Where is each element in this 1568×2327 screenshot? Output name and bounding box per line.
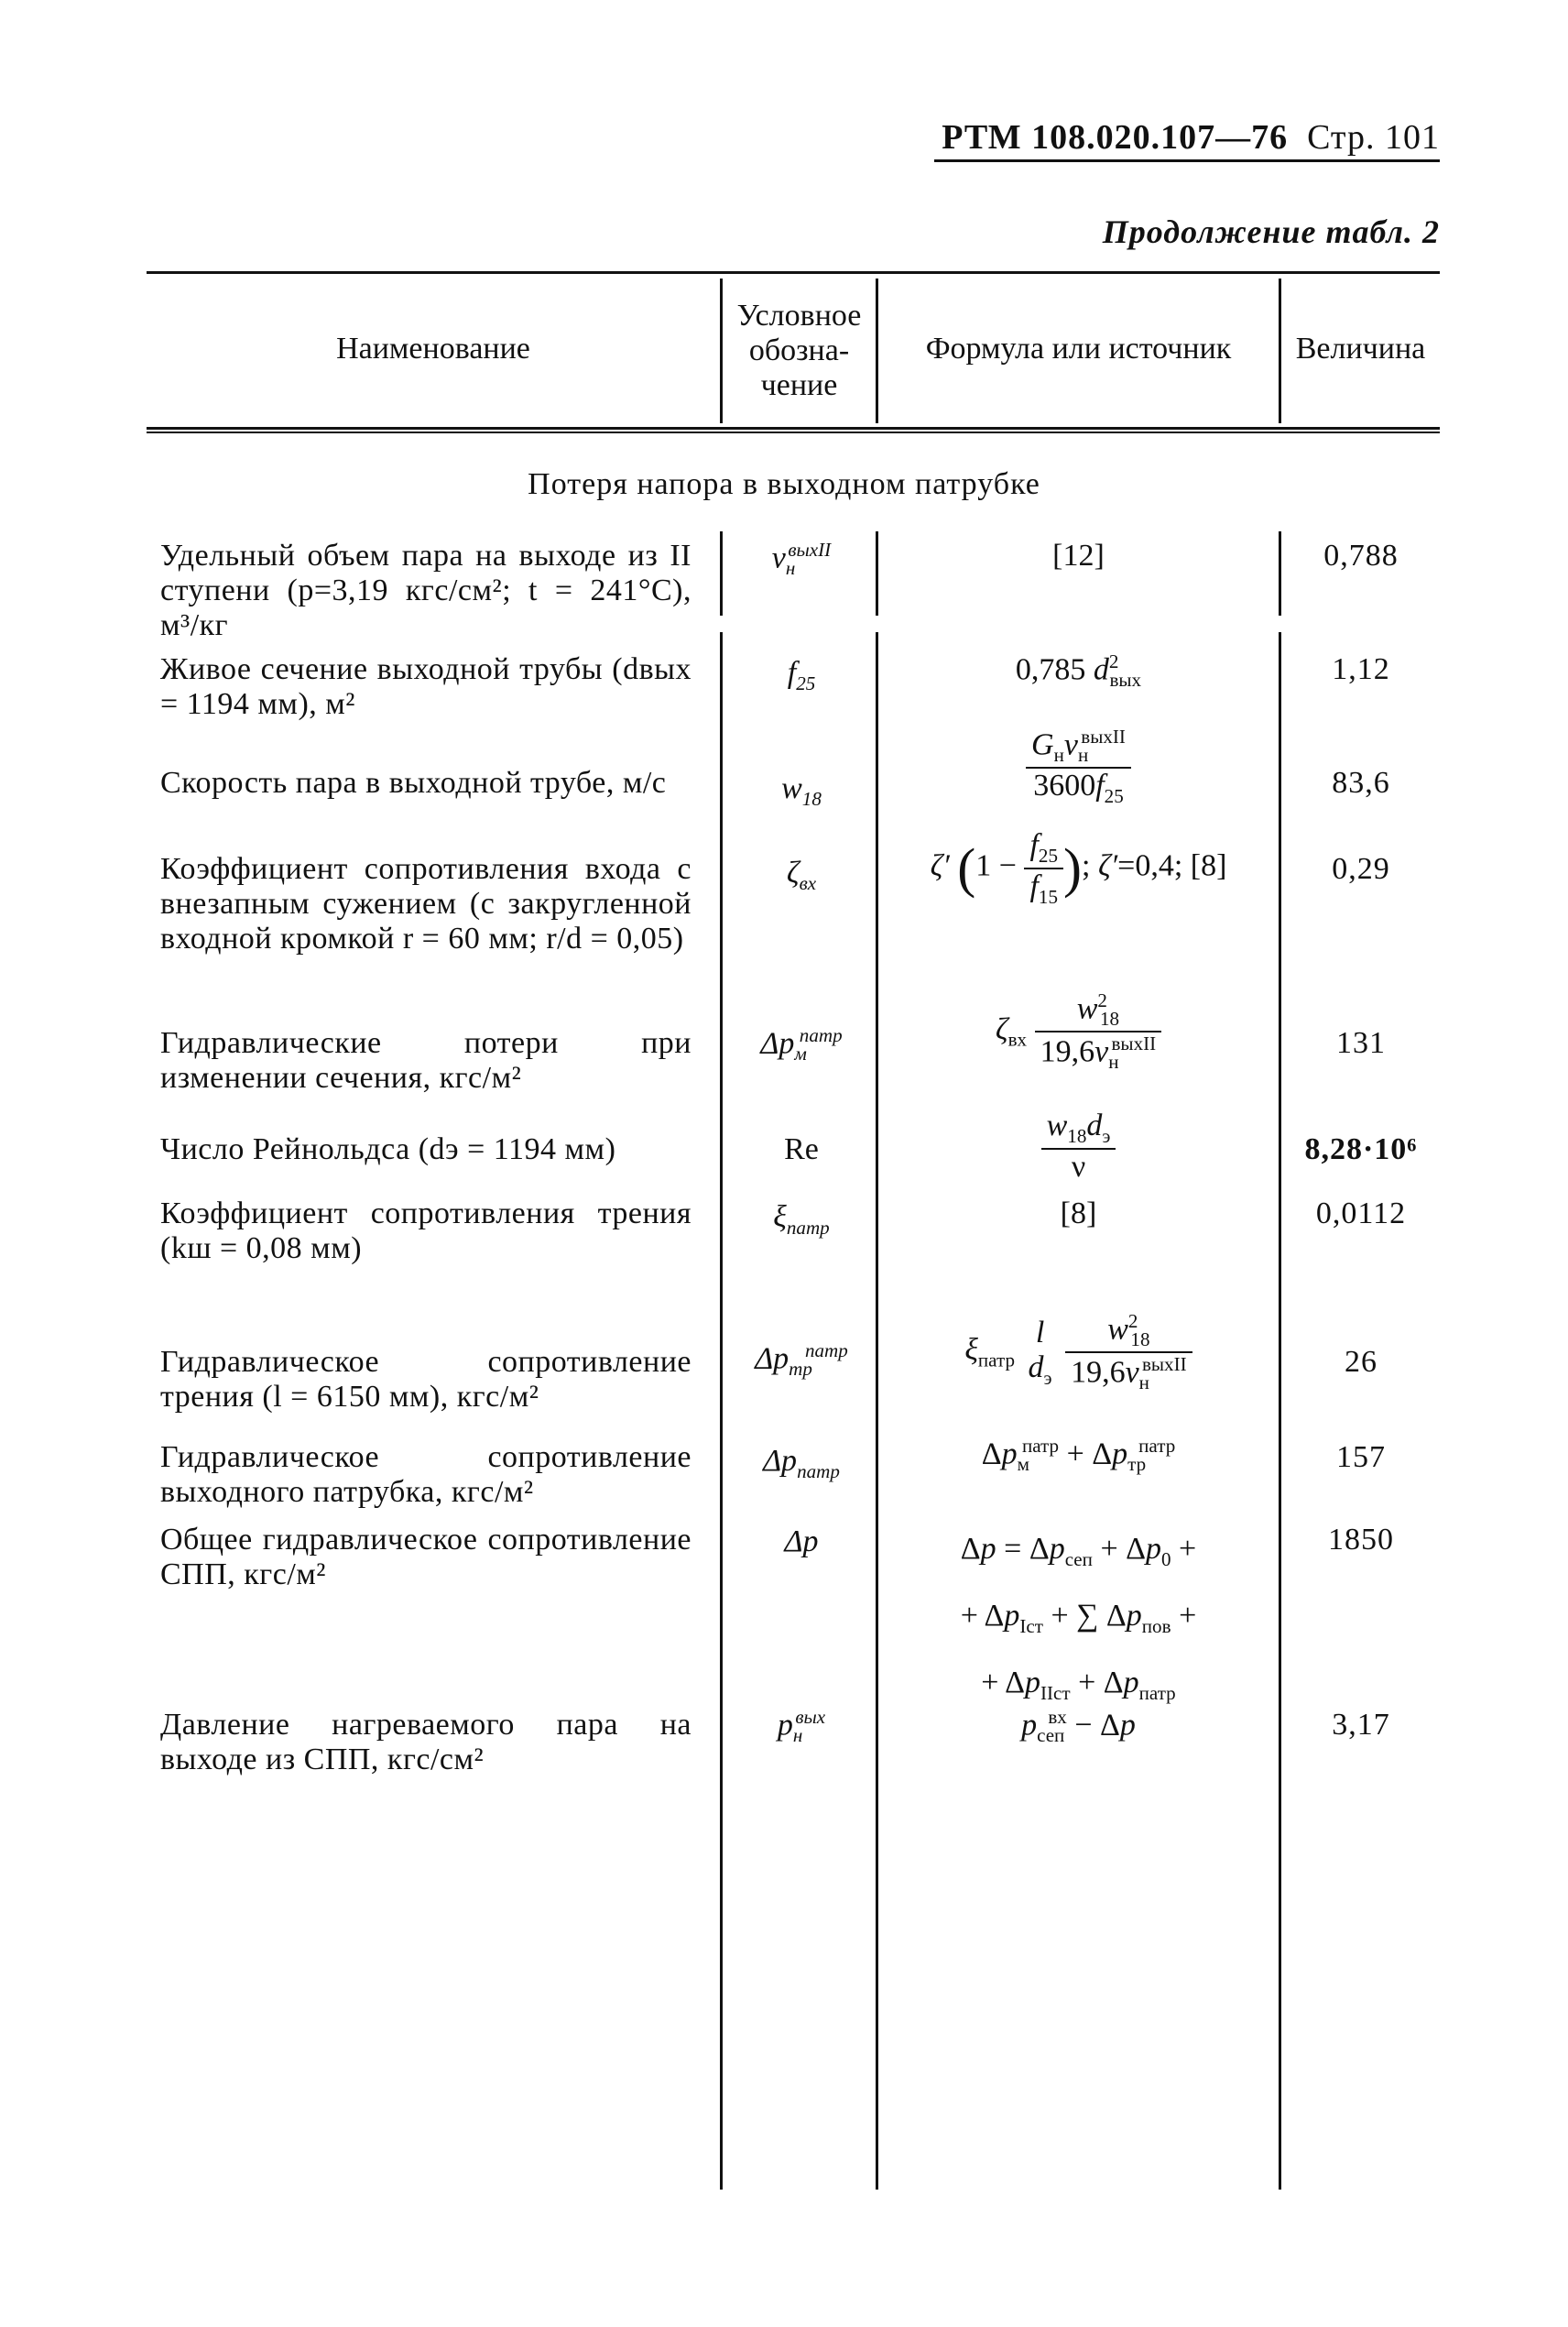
row-2-symbol: $f_{25}$	[787, 656, 816, 694]
row-5-symbol: $\Delta p_м^{патр}$	[760, 1024, 843, 1065]
row-1-formula: [12]	[1052, 539, 1105, 573]
row-8-formula: $\xi_{патр}$ l $d_э$ $\frac{w^2_{18}}{19,6v_н^{выхII}}$	[879, 1310, 1278, 1394]
row-11-symbol: $p_н^{вых}$	[777, 1706, 826, 1747]
col-line	[1279, 632, 1281, 2190]
col-line	[1279, 531, 1281, 616]
row-1-value: 0,788	[1323, 539, 1399, 573]
row-4-formula: ζ′ (1 − $\frac{f_{25}}{f_{15}}$ ); ζ′=0,4; [8]	[930, 828, 1227, 908]
row-6-formula: $\frac{w_{18}d_э}{\nu}$	[879, 1109, 1278, 1185]
row-7-name: Коэффициент сопротивления трения (kш = 0,08 мм)	[160, 1196, 691, 1265]
doc-code: РТМ 108.020.107—76	[942, 118, 1289, 157]
row-4-name: Коэффициент сопротивления входа с внезапным сужением (с закругленной входной кромкой r = 60 мм; r/d = 0,05)	[160, 852, 691, 956]
table-top-rule	[147, 271, 1440, 274]
row-9-value: 157	[1336, 1440, 1386, 1474]
col-header-formula: Формула или источник	[925, 332, 1232, 366]
row-3-formula: $\frac{G_нv_н^{выхII}}{3600f_{25}}$	[879, 726, 1278, 808]
row-10-value: 1850	[1328, 1523, 1394, 1557]
row-7-formula: [8]	[1060, 1196, 1097, 1230]
row-5-value: 131	[1336, 1026, 1386, 1060]
row-6-symbol: Re	[784, 1132, 819, 1166]
row-4-value: 0,29	[1332, 852, 1390, 886]
table-continuation-label: Продолжение табл. 2	[1102, 213, 1440, 250]
row-11-value: 3,17	[1332, 1708, 1390, 1742]
row-1-name: Удельный объем пара на выходе из II ступени (p=3,19 кгс/см²; t = 241°C), м³/кг	[160, 539, 691, 642]
header-rule	[934, 159, 1440, 162]
row-11-formula: $p_{сеп}^{вх} - \Delta p$	[1021, 1706, 1136, 1747]
row-9-symbol: $\Delta p_{патр}$	[763, 1444, 840, 1482]
row-6-value: 8,28·10⁶	[1304, 1132, 1418, 1166]
col-line	[720, 531, 723, 616]
row-11-name: Давление нагреваемого пара на выходе из СПП, кгс/см²	[160, 1708, 691, 1776]
row-10-formula: $\Delta p = \Delta p_{сеп} + \Delta p_0$ + + $\Delta p_{Iст}$ + ∑ $\Delta p_{пов}$ + + $\Delta p_{IIст} + \Delta p_{патр}$	[960, 1532, 1197, 1704]
row-8-value: 26	[1345, 1345, 1377, 1379]
row-6-name: Число Рейнольдса (dэ = 1194 мм)	[160, 1132, 616, 1166]
row-2-name: Живое сечение выходной трубы (dвых = 1194 мм), м²	[160, 652, 691, 721]
row-8-symbol: $\Delta p_{тр}^{патр}$	[755, 1339, 848, 1381]
col-header-symbol: Условное обозна- чение	[736, 299, 862, 402]
document-header	[942, 117, 1440, 158]
row-10-name: Общее гидравлическое сопротивление СПП, кгс/м²	[160, 1523, 691, 1591]
row-4-symbol: $\zeta_{вх}$	[786, 856, 817, 894]
row-10-symbol: Δp	[784, 1524, 819, 1558]
row-3-value: 83,6	[1332, 766, 1390, 800]
row-7-value: 0,0112	[1315, 1196, 1407, 1230]
row-5-name: Гидравлические потери при изменении сечения, кгс/м²	[160, 1026, 691, 1095]
row-9-name: Гидравлическое сопротивление выходного патрубка, кгс/м²	[160, 1440, 691, 1509]
row-5-formula: $\zeta_{вх}$ $\frac{w^2_{18}}{19,6v_н^{выхII}}$	[879, 989, 1278, 1074]
section-title: Потеря напора в выходном патрубке	[528, 467, 1040, 501]
page-number: Стр. 101	[1307, 118, 1440, 157]
row-3-symbol: $w_{18}$	[781, 771, 822, 810]
row-2-formula: 0,785 $d^2_{вых}$	[1015, 650, 1142, 692]
col-header-value: Величина	[1295, 332, 1426, 366]
row-1-symbol: $v_н^{выхII}$	[771, 539, 832, 580]
row-3-name: Скорость пара в выходной трубе, м/с	[160, 766, 667, 800]
table-head-rule-2	[147, 432, 1440, 433]
row-7-symbol: $\xi_{патр}$	[773, 1200, 830, 1239]
row-8-name: Гидравлическое сопротивление трения (l = 6150 мм), кгс/м²	[160, 1345, 691, 1414]
col-line	[720, 632, 723, 2190]
col-header-name: Наименование	[336, 332, 530, 366]
row-2-value: 1,12	[1332, 652, 1390, 686]
table-head-rule	[147, 427, 1440, 430]
row-9-formula: $\Delta p_м^{патр} + \Delta p_{тр}^{патр}$	[981, 1435, 1176, 1476]
